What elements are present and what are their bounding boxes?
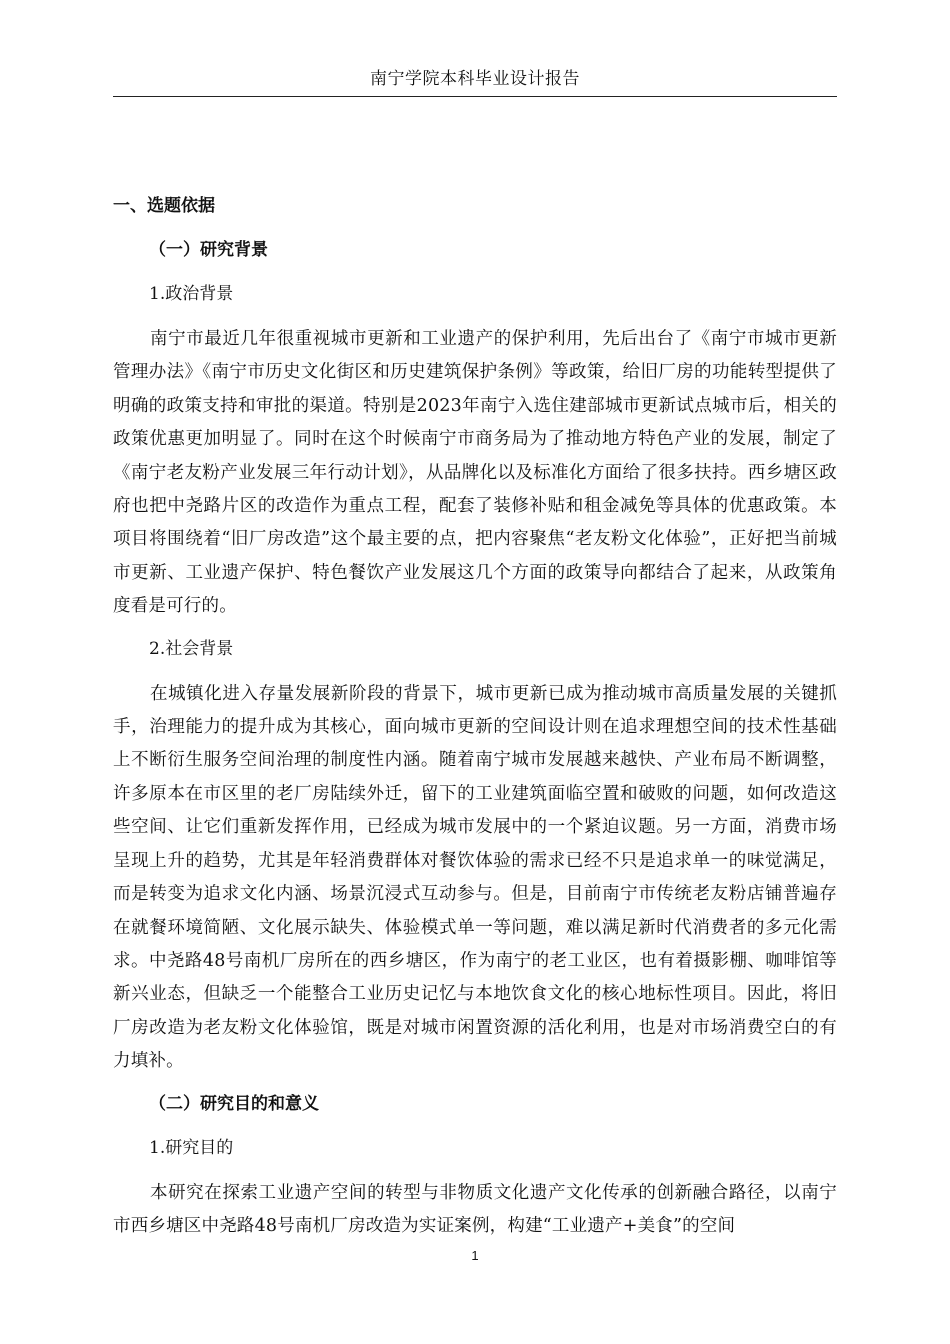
document-body [113,190,837,1256]
page-number: 1 [471,1248,479,1263]
subsection-heading-purpose-significance: （二）研究目的和意义 [149,1093,319,1114]
subheading-research-purpose: 1.研究目的 [149,1137,234,1158]
paragraph-social-background: 在城镇化进入存量发展新阶段的背景下，城市更新已成为推动城市高质量发展的关键抓手，治理能力的提升成为其核心，面向城市更新的空间设计则在追求理想空间的技术性基础上不断衍生服务空间治理的制度性内涵。随着南宁城市发展越来越快、产业布局不断调整，许多原本在市区里的老厂房陆续外迁，留下的工业建筑面临空置和破败的问题，如何改造这些空间、让它们重新发挥作用，已经成为城市发展中的一个紧迫议题。另一方面，消费市场呈现上升的趋势，尤其是年轻消费群体对餐饮体验的需求已经不只是追求单一的味觉满足，而是转变为追求文化内涵、场景沉浸式互动参与。但是，目前南宁市传统老友粉店铺普遍存在就餐环境简陋、文化展示缺失、体验模式单一等问题，难以满足新时代消费者的多元化需求。中尧路48号南机厂房所在的西乡塘区，作为南宁的老工业区，也有着摄影棚、咖啡馆等新兴业态，但缺乏一个能整合工业历史记忆与本地饮食文化的核心地标性项目。因此，将旧厂房改造为老友粉文化体验馆，既是对城市闲置资源的活化利用，也是对市场消费空白的有力填补。 [113,683,837,1072]
subheading-social-background: 2.社会背景 [149,638,234,659]
subheading-political-background: 1.政治背景 [149,284,234,304]
paragraph-political-background: 南宁市最近几年很重视城市更新和工业遗产的保护利用，先后出台了《南宁市城市更新管理办法》《南宁市历史文化街区和历史建筑保护条例》等政策，给旧厂房的功能转型提供了明确的政策支持和审批的渠道。特别是2023年南宁入选住建部城市更新试点城市后，相关的政策优惠更加明显了。同时在这个时候南宁市商务局为了推动地方特色产业的发展，制定了《南宁老友粉产业发展三年行动计划》，从品牌化以及标准化方面给了很多扶持。西乡塘区政府也把中尧路片区的改造作为重点工程，配套了装修补贴和租金减免等具体的优惠政策。本项目将围绕着“旧厂房改造”这个最主要的点，把内容聚焦“老友粉文化体验”，正好把当前城市更新、工业遗产保护、特色餐饮产业发展这几个方面的政策导向都结合了起来，从政策角度看是可行的。 [113,329,837,617]
page-header: 南宁学院本科毕业设计报告 [113,66,837,97]
section-heading-topic-basis: 一、选题依据 [113,196,215,216]
paragraph-research-purpose: 本研究在探索工业遗产空间的转型与非物质文化遗产文化传承的创新融合路径，以南宁市西乡塘区中尧路48号南机厂房改造为实证案例，构建“工业遗产+美食”的空间 [113,1182,837,1236]
subsection-heading-research-background: （一）研究背景 [149,240,268,260]
